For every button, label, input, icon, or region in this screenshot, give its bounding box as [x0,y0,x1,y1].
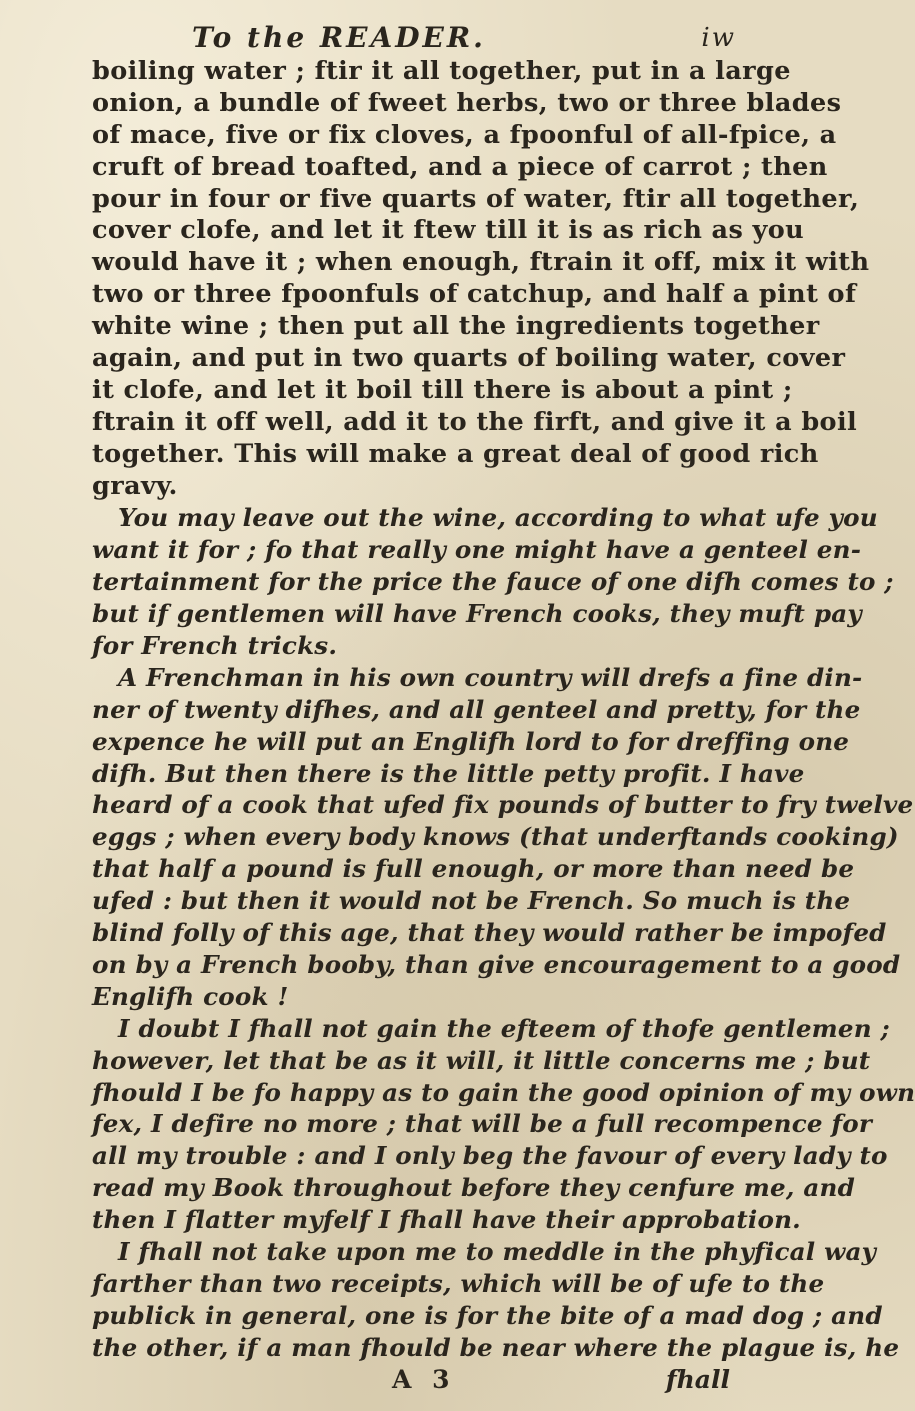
text-line: A Frenchman in his own country will drefs a fine din- [118,662,863,692]
text-line: all my trouble : and I only beg the favour of every lady to [92,1141,888,1171]
text-line: blind folly of this age, that they would rather be impofed [92,918,887,948]
text-line: read my Book throughout before they cenfure me, and [92,1173,856,1203]
text-line: pour in four or five quarts of water, ftir all together, [92,183,860,214]
text-line: onion, a bundle of fweet herbs, two or three blades [92,87,842,118]
text-line: expence he will put an Englifh lord to for dreffing one [92,726,850,756]
running-head [92,20,760,56]
body-text [92,56,915,1364]
text-line: however, let that be as it will, it little concerns me ; but [92,1045,871,1075]
text-line: fhould I be fo happy as to gain the good opinion of my own [92,1077,915,1107]
text-line: it clofe, and let it boil till there is about a pint ; [92,374,793,405]
text-line: ftrain it off well, add it to the firft, and give it a boil [92,406,858,437]
text-line: farther than two receipts, which will be of ufe to the [92,1268,825,1298]
text-line: want it for ; fo that really one might have a genteel en- [92,535,862,565]
text-line: the other, if a man fhould be near where the plague is, he [92,1332,900,1362]
text-line: ufed : but then it would not be French. So much is the [92,886,851,916]
text-line: I doubt I fhall not gain the efteem of thofe gentlemen ; [118,1013,890,1043]
signature-mark: A 3 [392,1364,456,1394]
text-line: I fhall not take upon me to meddle in the phyfical way [118,1236,877,1266]
text-line: on by a French booby, than give encouragement to a good [92,949,901,979]
text-line: white wine ; then put all the ingredients together [92,311,820,342]
text-line: for French tricks. [92,631,338,661]
text-line: difh. But then there is the little petty profit. I have [92,758,805,788]
text-line: that half a pound is full enough, or more than need be [92,854,855,884]
text-line: heard of a cook that ufed fix pounds of butter to fry twelve [92,790,914,820]
running-head-title: To the READER. [192,21,486,54]
text-line: boiling water ; ftir it all together, put in a large [92,56,791,86]
text-line: then I flatter myfelf I fhall have their approbation. [92,1205,801,1235]
text-line: You may leave out the wine, according to what ufe you [118,503,878,533]
text-line: together. This will make a great deal of good rich [92,438,819,469]
text-line: publick in general, one is for the bite of a mad dog ; and [92,1300,883,1330]
text-line: two or three fpoonfuls of catchup, and half a pint of [92,279,857,310]
page-footer [92,1364,760,1396]
text-line: would have it ; when enough, ftrain it off, mix it with [92,247,870,278]
text-line: ner of twenty difhes, and all genteel and pretty, for the [92,694,861,724]
text-line: tertainment for the price the fauce of one difh comes to ; [92,567,894,597]
catchword: fhall [665,1364,730,1394]
text-line: gravy. [92,470,178,501]
text-line: again, and put in two quarts of boiling water, cover [92,343,846,374]
text-line: fex, I defire no more ; that will be a full recompence for [92,1109,873,1139]
text-line: but if gentlemen will have French cooks, they muft pay [92,599,862,629]
text-line: of mace, five or fix cloves, a fpoonful of all-fpice, a [92,119,837,150]
text-line: Englifh cook ! [92,981,289,1011]
text-line: cover clofe, and let it ftew till it is as rich as you [92,215,805,246]
page-number: iw [701,23,736,53]
text-line: eggs ; when every body knows (that underftands cooking) [92,822,899,852]
text-line: cruft of bread toafted, and a piece of carrot ; then [92,151,828,182]
